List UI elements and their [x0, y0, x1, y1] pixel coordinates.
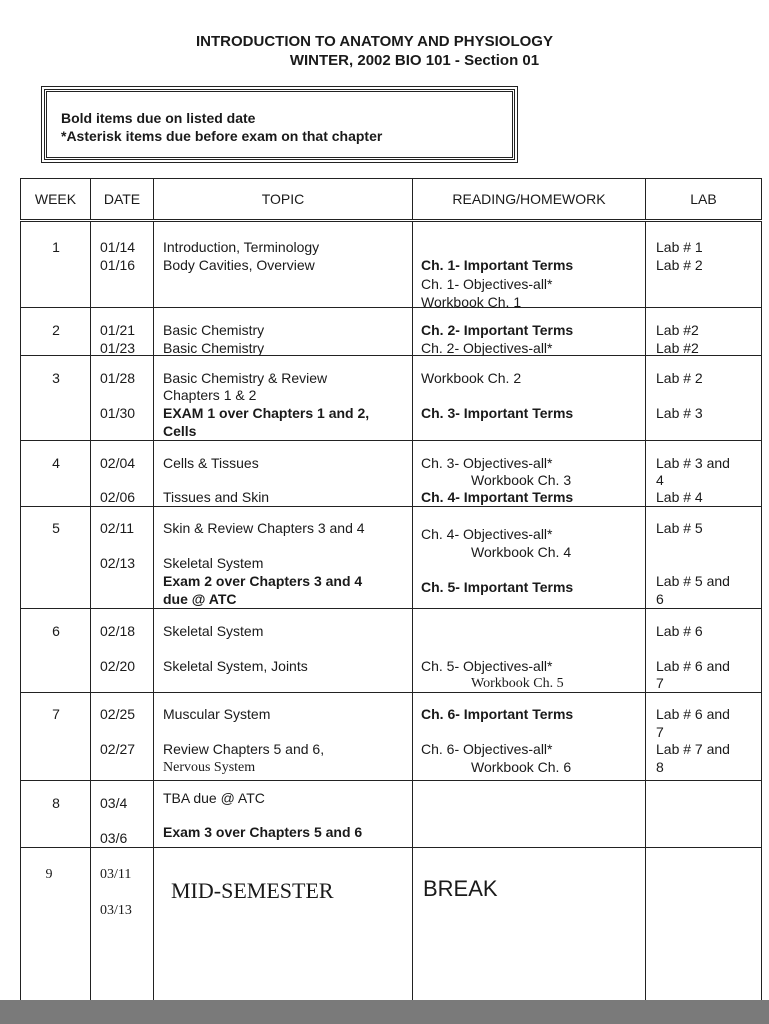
col-header-topic: TOPIC: [154, 179, 413, 221]
col-header-date: DATE: [91, 179, 154, 221]
topic: EXAM 1 over Chapters 1 and 2,: [163, 405, 370, 421]
week-number: 2: [52, 322, 60, 338]
reading-item: Workbook Ch. 4: [471, 544, 572, 560]
date-cell: [91, 507, 154, 609]
mid-semester-label: MID-SEMESTER: [171, 878, 334, 903]
week-number: 3: [52, 370, 60, 386]
lab-item: Lab # 7 and: [656, 741, 730, 757]
legend-bold-note: Bold items due on listed date: [61, 110, 256, 126]
topic: Cells & Tissues: [163, 455, 259, 471]
topic-cell: [154, 221, 413, 308]
week-number: 7: [52, 706, 60, 722]
table-row-week-9: [21, 848, 762, 1008]
lab-cell: [646, 356, 762, 441]
date-cell: [91, 356, 154, 441]
topic-cell: [154, 781, 413, 848]
topic: Exam 2 over Chapters 3 and 4: [163, 573, 363, 589]
topic: Review Chapters 5 and 6,: [163, 741, 325, 757]
lab-cell: [646, 848, 762, 1008]
lab-item: 7: [656, 675, 664, 691]
table-row-week-7: [21, 693, 762, 781]
lab-item: 8: [656, 759, 664, 775]
lab-cell: [646, 221, 762, 308]
reading-cell: [413, 507, 646, 609]
date: 02/13: [100, 555, 136, 571]
week-cell: [21, 356, 91, 441]
week-cell: [21, 609, 91, 693]
week-cell: [21, 507, 91, 609]
date: 02/27: [100, 741, 136, 757]
date: 03/13: [100, 903, 132, 918]
lab-item: Lab # 2: [656, 257, 703, 273]
lab-item: Lab #2: [656, 340, 699, 356]
date: 01/30: [100, 405, 136, 421]
topic-cell: [154, 507, 413, 609]
date: 02/18: [100, 623, 136, 639]
topic: TBA due @ ATC: [163, 790, 265, 806]
reading-item: Ch. 4- Objectives-all*: [421, 526, 553, 542]
reading-item: Ch. 1- Important Terms: [421, 257, 574, 273]
table-row-week-2: [21, 308, 762, 356]
lab-cell: [646, 441, 762, 507]
reading-item: Ch. 6- Important Terms: [421, 706, 574, 722]
break-label: BREAK: [423, 876, 498, 901]
date-cell: [91, 609, 154, 693]
lab-item: Lab # 2: [656, 370, 703, 386]
date-cell: [91, 693, 154, 781]
topic: Skeletal System, Joints: [163, 658, 308, 674]
table-row-week-5: [21, 507, 762, 609]
topic-cell: [154, 441, 413, 507]
topic-cell: [154, 693, 413, 781]
topic: Chapters 1 & 2: [163, 387, 257, 403]
date: 02/04: [100, 455, 136, 471]
lab-item: Lab # 6: [656, 623, 703, 639]
date: 01/28: [100, 370, 136, 386]
lab-cell: [646, 308, 762, 356]
week-cell: [21, 693, 91, 781]
week-cell: [21, 781, 91, 848]
course-term: WINTER, 2002 BIO 101 - Section 01: [289, 52, 540, 69]
reading-cell: [413, 781, 646, 848]
date: 02/06: [100, 489, 136, 505]
topic-cell: [154, 609, 413, 693]
date: 02/25: [100, 706, 136, 722]
table-row-week-1: [21, 221, 762, 308]
date: 01/16: [100, 257, 136, 273]
topic: Introduction, Terminology: [163, 239, 320, 255]
date: 01/21: [100, 322, 136, 338]
week-number: 6: [52, 623, 60, 639]
date: 03/6: [100, 830, 128, 846]
lab-cell: [646, 781, 762, 848]
lab-item: Lab # 4: [656, 489, 703, 505]
week-number: 8: [52, 795, 60, 811]
topic: Skin & Review Chapters 3 and 4: [163, 520, 365, 536]
week-number: 9: [45, 867, 53, 882]
reading-cell: [413, 308, 646, 356]
reading-cell: [413, 356, 646, 441]
date: 01/14: [100, 239, 136, 255]
date-cell: [91, 308, 154, 356]
lab-item: 4: [656, 472, 664, 488]
reading-item: Workbook Ch. 1: [421, 294, 522, 310]
lab-item: Lab # 6 and: [656, 658, 730, 674]
reading-cell: [413, 693, 646, 781]
topic: Cells: [163, 423, 197, 439]
topic: due @ ATC: [163, 591, 237, 607]
lab-cell: [646, 609, 762, 693]
header-row: [21, 179, 762, 221]
reading-item: Workbook Ch. 6: [471, 759, 572, 775]
date: 02/11: [100, 520, 134, 536]
date: 02/20: [100, 658, 136, 674]
week-cell: [21, 308, 91, 356]
reading-cell: [413, 848, 646, 1008]
lab-item: Lab # 1: [656, 239, 703, 255]
week-number: 4: [52, 455, 60, 471]
date: 03/4: [100, 795, 128, 811]
week-cell: [21, 221, 91, 308]
legend-asterisk-note: *Asterisk items due before exam on that chapter: [61, 128, 383, 144]
lab-item: Lab # 5: [656, 520, 703, 536]
lab-item: Lab # 3: [656, 405, 703, 421]
topic-cell: [154, 356, 413, 441]
reading-item: Workbook Ch. 5: [471, 676, 564, 691]
topic: Exam 3 over Chapters 5 and 6: [163, 824, 363, 840]
reading-item: Ch. 5- Objectives-all*: [421, 658, 553, 674]
table-row-week-8: [21, 781, 762, 848]
reading-item: Workbook Ch. 2: [421, 370, 522, 386]
date-cell: [91, 848, 154, 1008]
topic: Basic Chemistry: [163, 340, 265, 356]
reading-cell: [413, 441, 646, 507]
reading-item: Ch. 1- Objectives-all*: [421, 276, 553, 292]
lab-item: 7: [656, 724, 664, 740]
schedule-table: [20, 178, 762, 1008]
reading-item: Ch. 3- Important Terms: [421, 405, 574, 421]
date-cell: [91, 781, 154, 848]
topic-cell: [154, 308, 413, 356]
reading-item: Workbook Ch. 3: [471, 472, 572, 488]
col-header-week: WEEK: [21, 179, 91, 221]
topic: Basic Chemistry: [163, 322, 265, 338]
topic: Basic Chemistry & Review: [163, 370, 328, 386]
reading-item: Ch. 4- Important Terms: [421, 489, 574, 505]
date-cell: [91, 221, 154, 308]
topic-cell: [154, 848, 413, 1008]
topic: Body Cavities, Overview: [163, 257, 315, 273]
week-cell: [21, 848, 91, 1008]
topic: Nervous System: [163, 760, 256, 775]
reading-item: Ch. 5- Important Terms: [421, 579, 574, 595]
topic: Skeletal System: [163, 555, 264, 571]
date-cell: [91, 441, 154, 507]
legend-box: [44, 89, 515, 160]
reading-item: Ch. 2- Important Terms: [421, 322, 574, 338]
reading-item: Ch. 6- Objectives-all*: [421, 741, 553, 757]
topic: Skeletal System: [163, 623, 264, 639]
lab-item: Lab # 3 and: [656, 455, 730, 471]
lab-item: 6: [656, 591, 664, 607]
col-header-reading: READING/HOMEWORK: [413, 179, 646, 221]
reading-cell: [413, 609, 646, 693]
reading-cell: [413, 221, 646, 308]
lab-item: Lab #2: [656, 322, 699, 338]
lab-item: Lab # 6 and: [656, 706, 730, 722]
reading-item: Ch. 3- Objectives-all*: [421, 455, 553, 471]
lab-item: Lab # 5 and: [656, 573, 730, 589]
week-number: 5: [52, 520, 60, 536]
course-title: INTRODUCTION TO ANATOMY AND PHYSIOLOGY: [196, 33, 553, 50]
topic: Tissues and Skin: [163, 489, 270, 505]
reading-item: Ch. 2- Objectives-all*: [421, 340, 553, 356]
table-row-week-3: [21, 356, 762, 441]
col-header-lab: LAB: [646, 179, 762, 221]
table-row-week-4: [21, 441, 762, 507]
date: 01/23: [100, 340, 136, 356]
lab-cell: [646, 693, 762, 781]
week-number: 1: [52, 239, 60, 255]
scan-edge-bar: [0, 1000, 769, 1024]
topic: Muscular System: [163, 706, 271, 722]
lab-cell: [646, 507, 762, 609]
date: 03/11: [100, 867, 132, 882]
week-cell: [21, 441, 91, 507]
table-row-week-6: [21, 609, 762, 693]
